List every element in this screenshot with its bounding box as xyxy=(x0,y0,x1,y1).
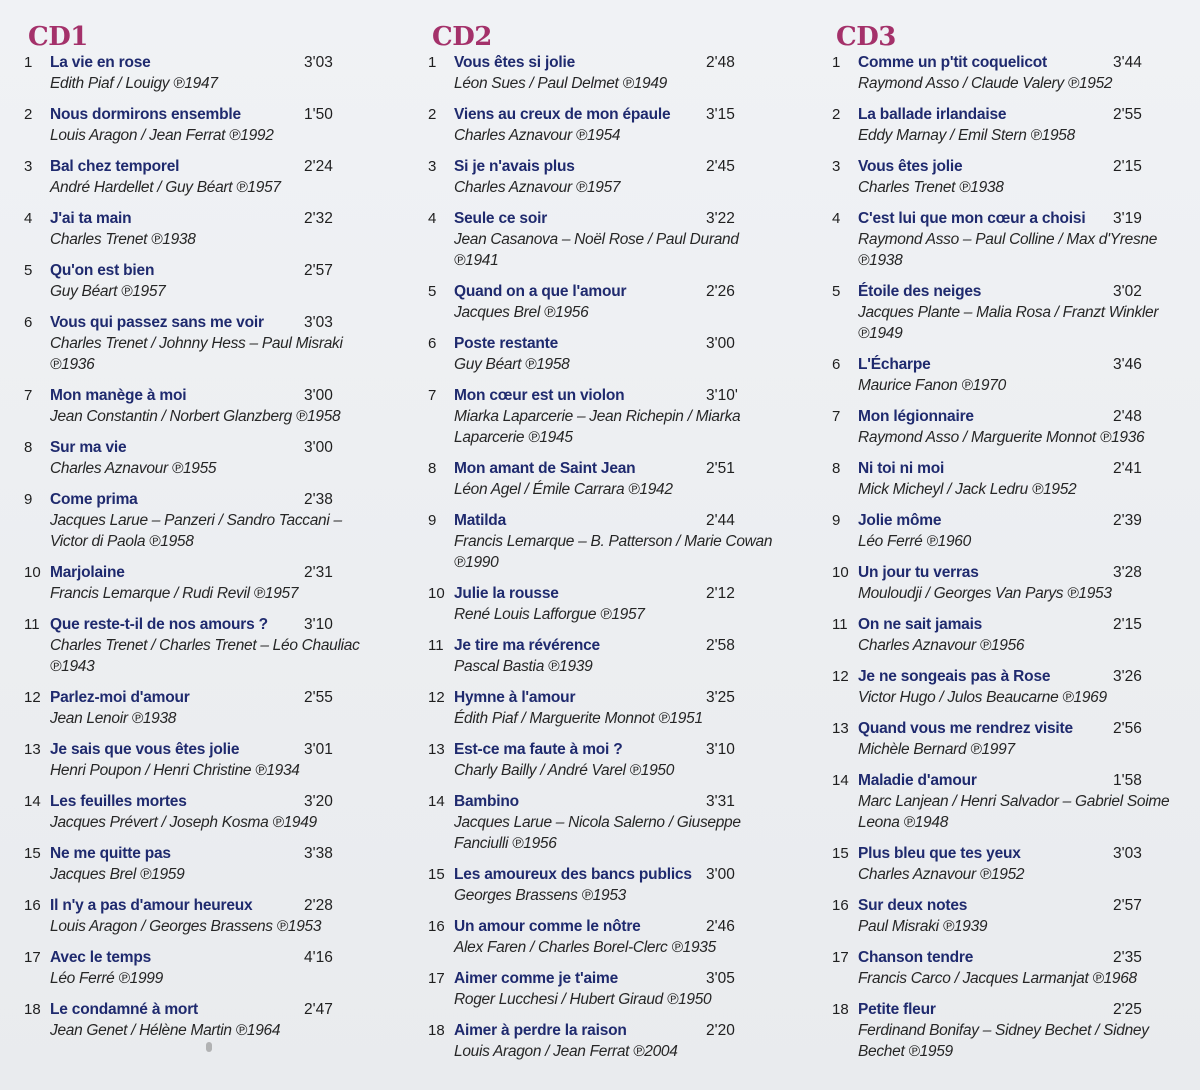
track-number: 5 xyxy=(24,262,33,279)
track-credit: Charles Aznavour ℗1954 xyxy=(454,127,621,144)
track-number: 4 xyxy=(832,210,841,227)
track-title: Sur deux notes xyxy=(858,897,968,914)
track-number: 10 xyxy=(832,564,849,581)
track-credit: Eddy Marnay / Emil Stern ℗1958 xyxy=(858,127,1075,144)
track-duration: 2'35 xyxy=(1113,949,1142,966)
track-duration: 2'46 xyxy=(706,918,735,935)
track-row xyxy=(428,156,778,198)
track-credit: Charles Aznavour ℗1952 xyxy=(858,866,1025,883)
track-credit: Léo Ferré ℗1960 xyxy=(858,533,971,550)
track-row xyxy=(428,458,778,500)
track-row xyxy=(832,947,1187,989)
track-credit: Marc Lanjean / Henri Salvador – Gabriel Soime Leona ℗1948 xyxy=(858,793,1170,831)
cd3-track-list xyxy=(832,52,1187,1062)
track-credit: Alex Faren / Charles Borel-Clerc ℗1935 xyxy=(454,939,716,956)
track-row xyxy=(24,260,374,302)
track-duration: 3'44 xyxy=(1113,54,1142,71)
track-row xyxy=(832,406,1187,448)
cd1-track-list xyxy=(24,52,374,1041)
track-number: 8 xyxy=(24,439,33,456)
track-duration: 3'02 xyxy=(1113,283,1142,300)
cd1-column xyxy=(24,20,374,1051)
track-row xyxy=(832,510,1187,552)
track-title: Vous êtes si jolie xyxy=(454,54,576,71)
track-number: 16 xyxy=(428,918,445,935)
track-number: 11 xyxy=(428,637,444,654)
track-credit: Guy Béart ℗1958 xyxy=(454,356,570,373)
track-title: Vous êtes jolie xyxy=(858,158,963,175)
track-number: 13 xyxy=(428,741,445,758)
track-title: C'est lui que mon cœur a choisi xyxy=(858,210,1086,227)
track-duration: 1'50 xyxy=(304,106,333,123)
track-row xyxy=(24,687,374,729)
track-title: Je sais que vous êtes jolie xyxy=(50,741,240,758)
track-title: Si je n'avais plus xyxy=(454,158,575,175)
track-duration: 3'03 xyxy=(304,314,333,331)
track-title: Les feuilles mortes xyxy=(50,793,187,810)
track-row xyxy=(428,968,778,1010)
track-row xyxy=(428,510,778,573)
track-number: 9 xyxy=(832,512,841,529)
track-credit: Ferdinand Bonifay – Sidney Bechet / Sidney Bechet ℗1959 xyxy=(858,1022,1149,1060)
track-number: 2 xyxy=(428,106,437,123)
track-row xyxy=(832,562,1187,604)
track-credit: Jacques Prévert / Joseph Kosma ℗1949 xyxy=(50,814,317,831)
track-duration: 3'10' xyxy=(706,387,738,404)
track-number: 13 xyxy=(832,720,849,737)
track-duration: 2'48 xyxy=(706,54,735,71)
track-duration: 3'26 xyxy=(1113,668,1142,685)
track-credit: Raymond Asso – Paul Colline / Max d'Yresne ℗1938 xyxy=(858,231,1158,269)
track-duration: 3'10 xyxy=(304,616,333,633)
track-title: Est-ce ma faute à moi ? xyxy=(454,741,623,758)
track-number: 4 xyxy=(24,210,33,227)
track-number: 16 xyxy=(24,897,41,914)
track-row xyxy=(832,208,1187,271)
track-number: 11 xyxy=(832,616,848,633)
track-number: 5 xyxy=(832,283,841,300)
track-number: 17 xyxy=(24,949,41,966)
track-row xyxy=(24,999,374,1041)
track-number: 7 xyxy=(24,387,33,404)
track-number: 15 xyxy=(428,866,445,883)
track-credit: Victor Hugo / Julos Beaucarne ℗1969 xyxy=(858,689,1107,706)
track-credit: Paul Misraki ℗1939 xyxy=(858,918,988,935)
track-number: 3 xyxy=(832,158,841,175)
track-credit: Guy Béart ℗1957 xyxy=(50,283,166,300)
track-credit: Jean Genet / Hélène Martin ℗1964 xyxy=(50,1022,281,1039)
track-title: Les amoureux des bancs publics xyxy=(454,866,692,883)
track-duration: 2'41 xyxy=(1113,460,1142,477)
track-credit: Léon Sues / Paul Delmet ℗1949 xyxy=(454,75,667,92)
track-title: Poste restante xyxy=(454,335,559,352)
track-number: 10 xyxy=(428,585,445,602)
track-row xyxy=(24,947,374,989)
track-duration: 2'51 xyxy=(706,460,735,477)
track-row xyxy=(24,208,374,250)
track-row xyxy=(832,999,1187,1062)
track-credit: Pascal Bastia ℗1939 xyxy=(454,658,593,675)
cd2-heading: CD2 xyxy=(432,22,492,52)
track-row xyxy=(428,864,778,906)
cd2-column xyxy=(428,20,778,1072)
cd3-column xyxy=(832,20,1187,1072)
track-row xyxy=(832,458,1187,500)
track-title: Quand vous me rendrez visite xyxy=(858,720,1073,737)
track-row xyxy=(832,614,1187,656)
track-duration: 2'56 xyxy=(1113,720,1142,737)
track-credit: Jacques Brel ℗1959 xyxy=(50,866,185,883)
track-number: 18 xyxy=(832,1001,849,1018)
track-title: Seule ce soir xyxy=(454,210,548,227)
track-title: Aimer comme je t'aime xyxy=(454,970,619,987)
track-title: Mon légionnaire xyxy=(858,408,974,425)
track-row xyxy=(428,739,778,781)
track-credit: Charles Aznavour ℗1956 xyxy=(858,637,1025,654)
track-title: Un amour comme le nôtre xyxy=(454,918,641,935)
track-title: Plus bleu que tes yeux xyxy=(858,845,1021,862)
track-title: Nous dormirons ensemble xyxy=(50,106,241,123)
track-title: Maladie d'amour xyxy=(858,772,977,789)
track-credit: René Louis Lafforgue ℗1957 xyxy=(454,606,645,623)
track-title: Vous qui passez sans me voir xyxy=(50,314,264,331)
track-credit: Jean Constantin / Norbert Glanzberg ℗1958 xyxy=(50,408,341,425)
track-row xyxy=(832,104,1187,146)
track-credit: Francis Carco / Jacques Larmanjat ℗1968 xyxy=(858,970,1137,987)
track-credit: Francis Lemarque – B. Patterson / Marie Cowan ℗1990 xyxy=(454,533,773,571)
track-number: 10 xyxy=(24,564,41,581)
track-title: Julie la rousse xyxy=(454,585,559,602)
track-title: Je ne songeais pas à Rose xyxy=(858,668,1051,685)
track-duration: 2'25 xyxy=(1113,1001,1142,1018)
track-number: 1 xyxy=(832,54,841,71)
track-duration: 2'57 xyxy=(304,262,333,279)
track-credit: Edith Piaf / Louigy ℗1947 xyxy=(50,75,218,92)
track-duration: 3'22 xyxy=(706,210,735,227)
track-credit: Charles Trenet ℗1938 xyxy=(858,179,1004,196)
track-duration: 2'55 xyxy=(304,689,333,706)
track-title: Que reste-t-il de nos amours ? xyxy=(50,616,268,633)
track-row xyxy=(24,104,374,146)
track-duration: 3'28 xyxy=(1113,564,1142,581)
track-number: 15 xyxy=(24,845,41,862)
track-number: 8 xyxy=(428,460,437,477)
track-duration: 2'15 xyxy=(1113,616,1142,633)
track-number: 8 xyxy=(832,460,841,477)
track-number: 9 xyxy=(24,491,33,508)
track-credit: Jacques Brel ℗1956 xyxy=(454,304,589,321)
track-number: 17 xyxy=(832,949,849,966)
track-duration: 2'55 xyxy=(1113,106,1142,123)
track-duration: 3'00 xyxy=(304,439,333,456)
track-number: 3 xyxy=(24,158,33,175)
track-row xyxy=(24,156,374,198)
track-duration: 3'20 xyxy=(304,793,333,810)
track-duration: 2'57 xyxy=(1113,897,1142,914)
track-title: Ne me quitte pas xyxy=(50,845,171,862)
track-row xyxy=(428,208,778,271)
track-number: 15 xyxy=(832,845,849,862)
track-duration: 2'28 xyxy=(304,897,333,914)
track-title: Avec le temps xyxy=(50,949,152,966)
track-number: 4 xyxy=(428,210,437,227)
track-title: Mon amant de Saint Jean xyxy=(454,460,636,477)
track-title: Come prima xyxy=(50,491,138,508)
track-number: 1 xyxy=(428,54,437,71)
track-row xyxy=(24,614,374,677)
track-credit: Charles Trenet ℗1938 xyxy=(50,231,196,248)
track-number: 9 xyxy=(428,512,437,529)
track-row xyxy=(428,916,778,958)
track-title: Comme un p'tit coquelicot xyxy=(858,54,1047,71)
track-number: 12 xyxy=(24,689,41,706)
track-duration: 2'38 xyxy=(304,491,333,508)
track-credit: Jacques Larue – Panzeri / Sandro Taccani – Victor di Paola ℗1958 xyxy=(50,512,342,550)
print-speck xyxy=(206,1042,212,1052)
track-number: 18 xyxy=(24,1001,41,1018)
track-credit: Jean Lenoir ℗1938 xyxy=(50,710,177,727)
track-row xyxy=(428,333,778,375)
track-row xyxy=(24,739,374,781)
track-duration: 3'25 xyxy=(706,689,735,706)
track-row xyxy=(428,687,778,729)
track-row xyxy=(832,354,1187,396)
track-title: Petite fleur xyxy=(858,1001,936,1018)
track-duration: 4'16 xyxy=(304,949,333,966)
track-row xyxy=(832,718,1187,760)
track-row xyxy=(428,52,778,94)
track-number: 18 xyxy=(428,1022,445,1039)
track-title: Jolie môme xyxy=(858,512,942,529)
track-duration: 2'47 xyxy=(304,1001,333,1018)
track-title: La vie en rose xyxy=(50,54,151,71)
track-row xyxy=(428,791,778,854)
track-number: 7 xyxy=(428,387,437,404)
track-title: Matilda xyxy=(454,512,506,529)
track-title: Bal chez temporel xyxy=(50,158,180,175)
track-number: 12 xyxy=(428,689,445,706)
track-credit: Charles Aznavour ℗1957 xyxy=(454,179,621,196)
track-title: Parlez-moi d'amour xyxy=(50,689,190,706)
track-credit: Maurice Fanon ℗1970 xyxy=(858,377,1006,394)
track-row xyxy=(24,489,374,552)
track-title: Hymne à l'amour xyxy=(454,689,576,706)
track-number: 5 xyxy=(428,283,437,300)
track-credit: Charles Trenet / Johnny Hess – Paul Misraki ℗1936 xyxy=(50,335,343,373)
track-row xyxy=(832,52,1187,94)
track-duration: 2'12 xyxy=(706,585,735,602)
track-title: Marjolaine xyxy=(50,564,125,581)
track-row xyxy=(24,843,374,885)
track-credit: Jacques Plante – Malia Rosa / Franzt Winkler ℗1949 xyxy=(858,304,1159,342)
track-title: Quand on a que l'amour xyxy=(454,283,627,300)
track-row xyxy=(832,770,1187,833)
track-credit: Louis Aragon / Jean Ferrat ℗2004 xyxy=(454,1043,678,1060)
track-row xyxy=(24,52,374,94)
track-credit: Jean Casanova – Noël Rose / Paul Durand ℗1941 xyxy=(454,231,739,269)
track-number: 6 xyxy=(24,314,33,331)
track-duration: 3'10 xyxy=(706,741,735,758)
track-duration: 3'15 xyxy=(706,106,735,123)
track-number: 11 xyxy=(24,616,40,633)
track-row xyxy=(832,895,1187,937)
track-title: Aimer à perdre la raison xyxy=(454,1022,627,1039)
track-number: 14 xyxy=(832,772,849,789)
track-title: Sur ma vie xyxy=(50,439,127,456)
track-duration: 2'20 xyxy=(706,1022,735,1039)
track-credit: Raymond Asso / Claude Valery ℗1952 xyxy=(858,75,1113,92)
track-credit: Louis Aragon / Georges Brassens ℗1953 xyxy=(50,918,322,935)
track-number: 16 xyxy=(832,897,849,914)
track-duration: 3'46 xyxy=(1113,356,1142,373)
track-duration: 2'24 xyxy=(304,158,333,175)
track-title: Un jour tu verras xyxy=(858,564,979,581)
track-title: Viens au creux de mon épaule xyxy=(454,106,671,123)
track-title: Je tire ma révérence xyxy=(454,637,600,654)
track-duration: 3'05 xyxy=(706,970,735,987)
track-title: L'Écharpe xyxy=(858,356,931,373)
track-credit: Charles Trenet / Charles Trenet – Léo Chauliac ℗1943 xyxy=(50,637,360,675)
track-row xyxy=(24,437,374,479)
track-row xyxy=(832,666,1187,708)
track-number: 6 xyxy=(428,335,437,352)
track-title: Qu'on est bien xyxy=(50,262,155,279)
track-credit: Mouloudji / Georges Van Parys ℗1953 xyxy=(858,585,1112,602)
track-row xyxy=(24,895,374,937)
track-credit: Louis Aragon / Jean Ferrat ℗1992 xyxy=(50,127,274,144)
track-row xyxy=(832,156,1187,198)
cd2-track-list xyxy=(428,52,778,1062)
track-title: Chanson tendre xyxy=(858,949,974,966)
track-duration: 3'31 xyxy=(706,793,735,810)
track-title: Mon cœur est un violon xyxy=(454,387,625,404)
track-title: La ballade irlandaise xyxy=(858,106,1007,123)
track-row xyxy=(832,281,1187,344)
track-credit: Francis Lemarque / Rudi Revil ℗1957 xyxy=(50,585,299,602)
track-title: J'ai ta main xyxy=(50,210,132,227)
track-row xyxy=(24,562,374,604)
track-duration: 2'58 xyxy=(706,637,735,654)
track-credit: Roger Lucchesi / Hubert Giraud ℗1950 xyxy=(454,991,712,1008)
track-title: Mon manège à moi xyxy=(50,387,187,404)
track-duration: 3'38 xyxy=(304,845,333,862)
track-row xyxy=(832,843,1187,885)
track-duration: 2'31 xyxy=(304,564,333,581)
track-duration: 2'26 xyxy=(706,283,735,300)
track-number: 2 xyxy=(24,106,33,123)
track-row xyxy=(428,281,778,323)
track-credit: Léo Ferré ℗1999 xyxy=(50,970,163,987)
track-title: On ne sait jamais xyxy=(858,616,983,633)
track-credit: Miarka Laparcerie – Jean Richepin / Miarka Laparcerie ℗1945 xyxy=(454,408,741,446)
track-number: 14 xyxy=(24,793,41,810)
track-title: Le condamné à mort xyxy=(50,1001,198,1018)
track-title: Bambino xyxy=(454,793,519,810)
track-title: Ni toi ni moi xyxy=(858,460,945,477)
track-credit: André Hardellet / Guy Béart ℗1957 xyxy=(50,179,281,196)
track-duration: 3'03 xyxy=(1113,845,1142,862)
track-number: 12 xyxy=(832,668,849,685)
track-duration: 3'01 xyxy=(304,741,333,758)
track-duration: 3'00 xyxy=(706,866,735,883)
track-credit: Charles Aznavour ℗1955 xyxy=(50,460,217,477)
track-row xyxy=(428,104,778,146)
track-duration: 3'00 xyxy=(304,387,333,404)
track-credit: Georges Brassens ℗1953 xyxy=(454,887,626,904)
track-row xyxy=(24,791,374,833)
track-row xyxy=(428,1020,778,1062)
track-duration: 3'03 xyxy=(304,54,333,71)
track-number: 2 xyxy=(832,106,841,123)
track-duration: 2'32 xyxy=(304,210,333,227)
track-duration: 3'19 xyxy=(1113,210,1142,227)
track-duration: 2'48 xyxy=(1113,408,1142,425)
track-duration: 2'45 xyxy=(706,158,735,175)
cd3-heading: CD3 xyxy=(836,22,896,52)
track-credit: Raymond Asso / Marguerite Monnot ℗1936 xyxy=(858,429,1145,446)
track-row xyxy=(24,312,374,375)
track-number: 6 xyxy=(832,356,841,373)
track-duration: 3'00 xyxy=(706,335,735,352)
track-row xyxy=(428,385,778,448)
track-title: Il n'y a pas d'amour heureux xyxy=(50,897,253,914)
track-title: Étoile des neiges xyxy=(858,283,982,300)
track-number: 14 xyxy=(428,793,445,810)
track-row xyxy=(428,583,778,625)
track-credit: Édith Piaf / Marguerite Monnot ℗1951 xyxy=(454,710,703,727)
track-credit: Jacques Larue – Nicola Salerno / Giuseppe Fanciulli ℗1956 xyxy=(454,814,741,852)
track-credit: Mick Micheyl / Jack Ledru ℗1952 xyxy=(858,481,1077,498)
track-credit: Charly Bailly / André Varel ℗1950 xyxy=(454,762,675,779)
track-duration: 2'39 xyxy=(1113,512,1142,529)
track-number: 1 xyxy=(24,54,33,71)
track-credit: Michèle Bernard ℗1997 xyxy=(858,741,1015,758)
track-number: 17 xyxy=(428,970,445,987)
track-number: 3 xyxy=(428,158,437,175)
track-credit: Léon Agel / Émile Carrara ℗1942 xyxy=(454,481,673,498)
cd1-heading: CD1 xyxy=(28,22,88,52)
track-duration: 2'15 xyxy=(1113,158,1142,175)
track-number: 13 xyxy=(24,741,41,758)
track-row xyxy=(428,635,778,677)
track-number: 7 xyxy=(832,408,841,425)
track-duration: 2'44 xyxy=(706,512,735,529)
track-credit: Henri Poupon / Henri Christine ℗1934 xyxy=(50,762,300,779)
track-row xyxy=(24,385,374,427)
track-duration: 1'58 xyxy=(1113,772,1142,789)
